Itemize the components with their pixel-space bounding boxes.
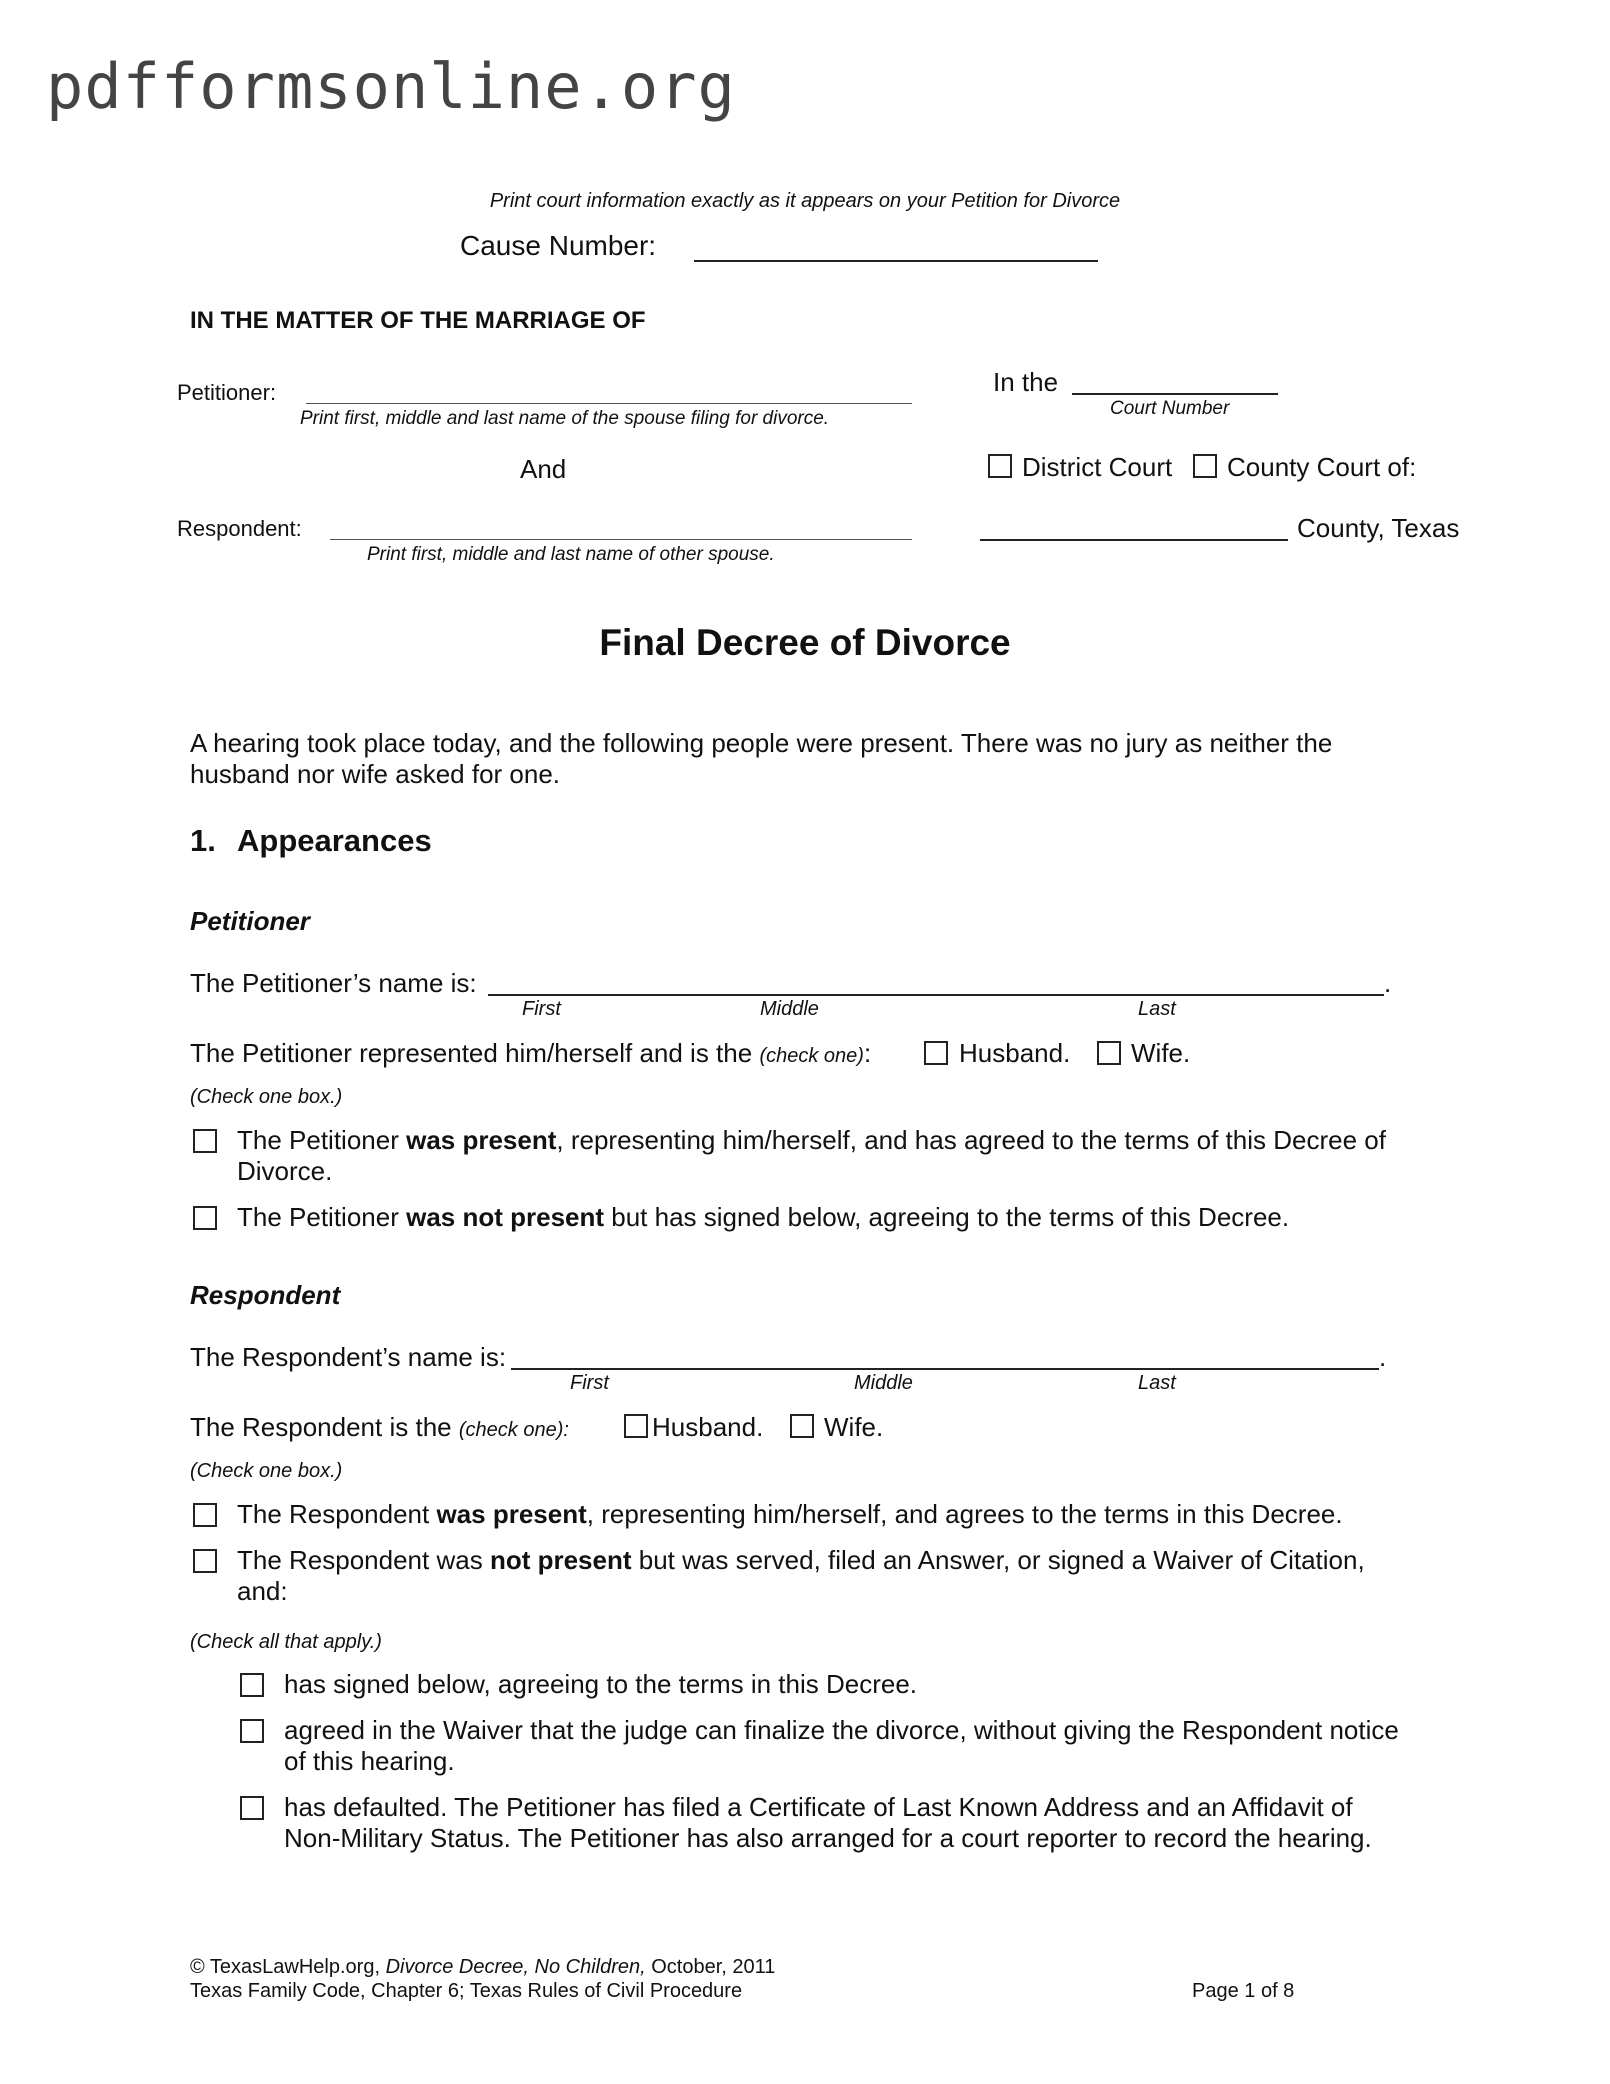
- respondent-present-checkbox[interactable]: [193, 1503, 217, 1527]
- waiver-checkbox[interactable]: [240, 1719, 264, 1743]
- respondent-subheading: Respondent: [190, 1280, 341, 1310]
- petitioner-first-hint: First: [522, 998, 561, 1020]
- petitioner-husband-checkbox[interactable]: [924, 1041, 948, 1065]
- petitioner-not-present-checkbox[interactable]: [193, 1206, 217, 1230]
- period: .: [1379, 1342, 1387, 1372]
- petitioner-husband-label: Husband.: [959, 1038, 1071, 1068]
- petitioner-wife-label: Wife.: [1131, 1038, 1191, 1068]
- defaulted-text: has defaulted. The Petitioner has filed a Certificate of Last Known Address and an Affidavit of Non-Military Status. The Petitioner has also arranged for a court reporter to record the hearing.: [284, 1792, 1372, 1853]
- petitioner-name-label: The Petitioner’s name is:: [190, 968, 477, 998]
- petitioner-last-hint: Last: [1138, 998, 1176, 1020]
- petitioner-rep-text: The Petitioner represented him/herself and is the (check one):: [190, 1038, 872, 1068]
- footer-statutes: Texas Family Code, Chapter 6; Texas Rules of Civil Procedure: [190, 1980, 743, 2002]
- in-the-label: In the: [993, 367, 1059, 397]
- section-number: 1.: [190, 823, 216, 858]
- court-number-field[interactable]: [1072, 393, 1278, 395]
- footer-copyright: © TexasLawHelp.org, Divorce Decree, No Children, October, 2011: [190, 1956, 776, 1978]
- respondent-not-present-checkbox[interactable]: [193, 1549, 217, 1573]
- petitioner-wife-checkbox[interactable]: [1097, 1041, 1121, 1065]
- petitioner-label: Petitioner:: [177, 380, 277, 405]
- respondent-name-label: The Respondent’s name is:: [190, 1342, 507, 1372]
- respondent-check-one-note: (Check one box.): [190, 1460, 343, 1482]
- respondent-is-text: The Respondent is the (check one):: [190, 1412, 569, 1442]
- section-heading: Appearances: [237, 823, 432, 858]
- county-name-field[interactable]: [980, 539, 1288, 541]
- watermark: pdfformsonline.org: [46, 50, 736, 123]
- intro-line-2: husband nor wife asked for one.: [190, 759, 561, 789]
- and-label: And: [520, 454, 567, 484]
- petitioner-name-field[interactable]: [306, 403, 912, 404]
- respondent-name-field[interactable]: [330, 539, 912, 540]
- intro-line-1: A hearing took place today, and the following people were present. There was no jury as neither the: [190, 728, 1333, 758]
- petitioner-not-present-text: The Petitioner was not present but has signed below, agreeing to the terms of this Decree.: [237, 1202, 1290, 1232]
- respondent-full-name-field[interactable]: [511, 1368, 1379, 1370]
- period: .: [1384, 968, 1392, 998]
- check-all-note: (Check all that apply.): [190, 1631, 382, 1653]
- petitioner-full-name-field[interactable]: [488, 994, 1384, 996]
- petitioner-present-checkbox[interactable]: [193, 1129, 217, 1153]
- respondent-husband-label: Husband.: [652, 1412, 764, 1442]
- respondent-husband-checkbox[interactable]: [624, 1414, 648, 1438]
- page-number: Page 1 of 8: [1192, 1980, 1295, 2002]
- defaulted-checkbox[interactable]: [240, 1796, 264, 1820]
- petitioner-middle-hint: Middle: [760, 998, 819, 1020]
- court-number-hint: Court Number: [1110, 398, 1230, 419]
- matter-heading: IN THE MATTER OF THE MARRIAGE OF: [190, 307, 646, 334]
- court-instruction: Print court information exactly as it appears on your Petition for Divorce: [489, 190, 1121, 212]
- cause-number-field[interactable]: [694, 260, 1098, 262]
- respondent-last-hint: Last: [1138, 1372, 1176, 1394]
- petitioner-check-one-note: (Check one box.): [190, 1086, 343, 1108]
- petitioner-subheading: Petitioner: [190, 906, 310, 936]
- respondent-wife-label: Wife.: [824, 1412, 884, 1442]
- district-court-label: District Court: [1022, 452, 1173, 482]
- county-court-label: County Court of:: [1227, 452, 1417, 482]
- cause-number-label: Cause Number:: [460, 230, 657, 261]
- respondent-hint: Print first, middle and last name of other spouse.: [367, 544, 775, 565]
- respondent-label: Respondent:: [177, 516, 302, 541]
- signed-below-checkbox[interactable]: [240, 1673, 264, 1697]
- signed-below-text: has signed below, agreeing to the terms in this Decree.: [284, 1669, 918, 1699]
- respondent-middle-hint: Middle: [854, 1372, 913, 1394]
- county-court-checkbox[interactable]: [1193, 454, 1217, 478]
- county-texas-label: County, Texas: [1297, 513, 1460, 543]
- district-court-checkbox[interactable]: [988, 454, 1012, 478]
- respondent-present-text: The Respondent was present, representing him/herself, and agrees to the terms in this Decree.: [237, 1499, 1343, 1529]
- respondent-first-hint: First: [570, 1372, 609, 1394]
- document-title: Final Decree of Divorce: [599, 622, 1011, 663]
- petitioner-hint: Print first, middle and last name of the spouse filing for divorce.: [300, 408, 830, 429]
- petitioner-present-text: The Petitioner was present, representing him/herself, and has agreed to the terms of this Decree of Divorce.: [237, 1125, 1386, 1186]
- waiver-text: agreed in the Waiver that the judge can finalize the divorce, without giving the Respondent notice of this hearing.: [284, 1715, 1399, 1776]
- respondent-wife-checkbox[interactable]: [790, 1414, 814, 1438]
- respondent-not-present-text: The Respondent was not present but was served, filed an Answer, or signed a Waiver of Citation, and:: [237, 1545, 1365, 1606]
